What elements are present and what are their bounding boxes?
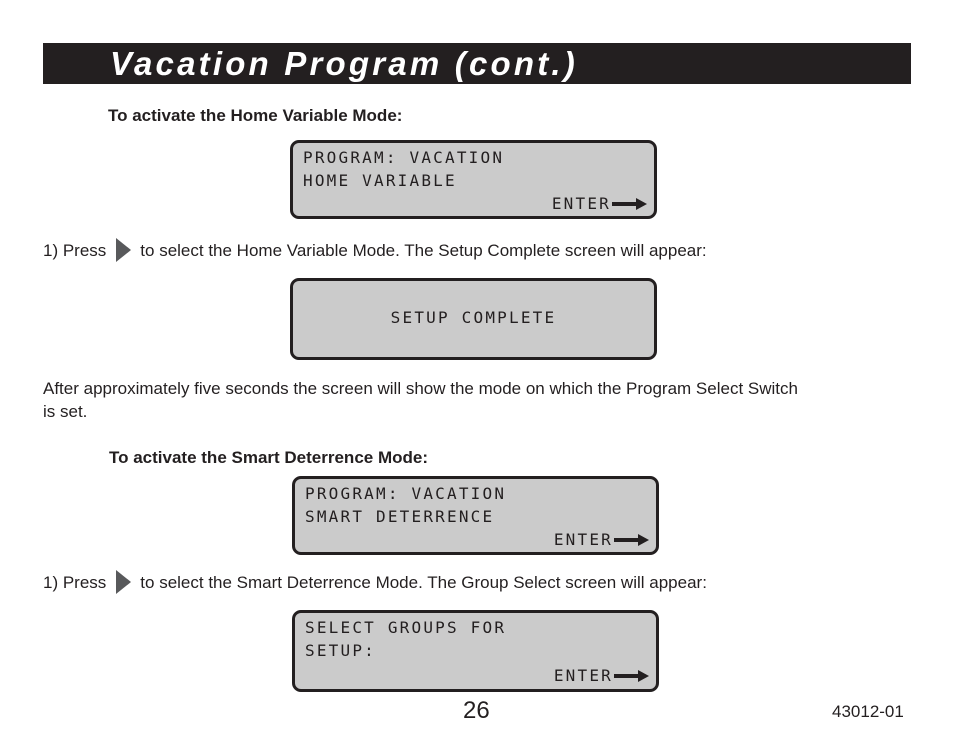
right-arrow-icon <box>612 198 647 210</box>
right-triangle-icon <box>116 238 131 262</box>
step-text: to select the Smart Deterrence Mode. The Group Select screen will appear: <box>140 573 707 592</box>
section-heading-smart-deterrence: To activate the Smart Deterrence Mode: <box>109 448 428 467</box>
lcd-line-2: SETUP: <box>305 641 376 660</box>
lcd-enter <box>552 194 647 213</box>
right-arrow-icon <box>614 534 649 546</box>
lcd-line-1: PROGRAM: VACATION <box>303 148 505 167</box>
note-line-1: After approximately five seconds the screen will show the mode on which the Program Select Switch <box>43 379 798 398</box>
title-bar <box>43 43 911 84</box>
lcd-program-vacation-home-variable <box>290 140 657 219</box>
page-title: Vacation Program (cont.) <box>110 45 578 82</box>
section-heading-home-variable: To activate the Home Variable Mode: <box>108 106 403 125</box>
lcd-enter-label: ENTER <box>553 666 613 685</box>
document-id: 43012-01 <box>832 702 904 721</box>
step-text: to select the Home Variable Mode. The Setup Complete screen will appear: <box>140 241 707 260</box>
step-smart-deterrence <box>43 570 707 594</box>
lcd-setup-complete <box>290 278 657 360</box>
step-prefix: 1) Press <box>43 241 107 260</box>
lcd-line-1: PROGRAM: VACATION <box>305 484 507 503</box>
lcd-enter <box>554 666 649 685</box>
lcd-line-center: SETUP COMPLETE <box>390 308 557 327</box>
lcd-select-groups <box>292 610 659 692</box>
page-number: 26 <box>463 697 490 724</box>
lcd-line-2: HOME VARIABLE <box>303 171 457 190</box>
right-triangle-icon <box>116 570 131 594</box>
lcd-enter-label: ENTER <box>553 530 613 549</box>
step-home-variable <box>43 238 707 262</box>
lcd-line-2: SMART DETERRENCE <box>305 507 495 526</box>
lcd-enter-label: ENTER <box>551 194 611 213</box>
lcd-enter <box>554 530 649 549</box>
note-line-2: is set. <box>43 402 88 421</box>
step-prefix: 1) Press <box>43 573 107 592</box>
lcd-program-vacation-smart-deterrence <box>292 476 659 555</box>
right-arrow-icon <box>614 670 649 682</box>
lcd-line-1: SELECT GROUPS FOR <box>305 618 507 637</box>
